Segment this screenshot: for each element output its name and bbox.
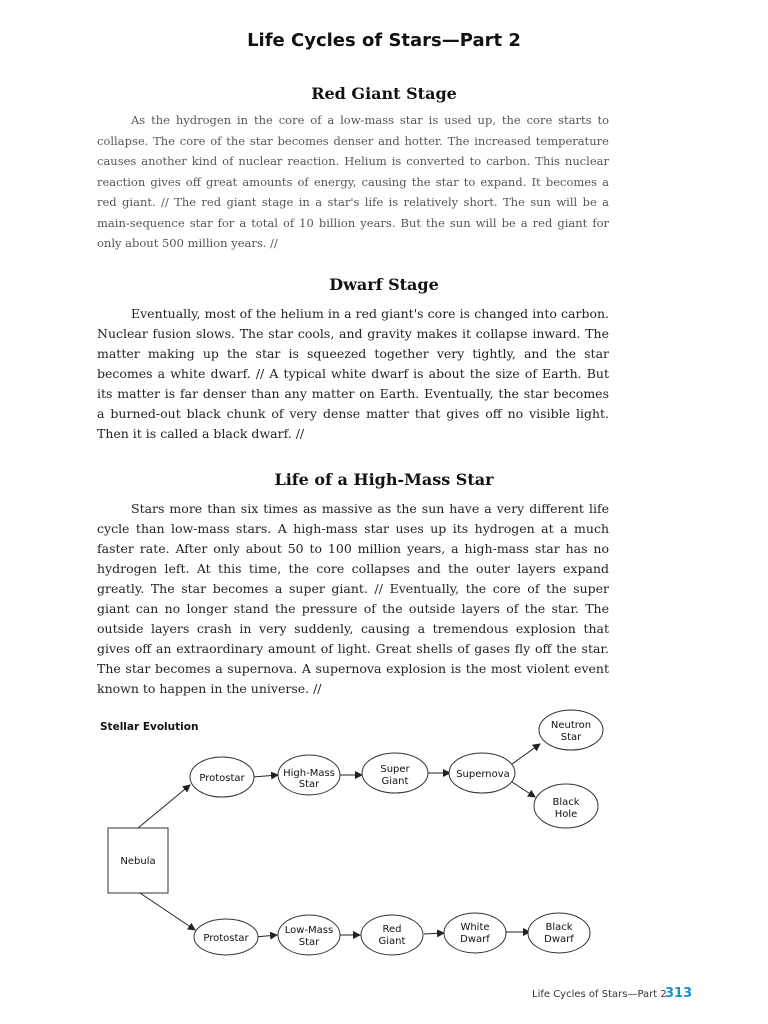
- arrow-protostar-to-high-mass-star: [253, 775, 278, 777]
- label-protostar-high: Protostar: [199, 773, 245, 784]
- label-red-giant-line2: Giant: [378, 936, 406, 947]
- arrow-red-giant-to-white-dwarf: [424, 933, 444, 934]
- label-high-mass-star-line1: High-Mass: [283, 768, 335, 779]
- label-black-hole-line2: Hole: [554, 809, 578, 820]
- label-red-giant-line1: Red: [382, 924, 402, 935]
- heading-red-giant-stage: Red Giant Stage: [311, 84, 457, 103]
- label-black-dwarf-line2: Dwarf: [544, 934, 574, 945]
- label-black-dwarf-line1: Black: [545, 922, 573, 933]
- label-black-hole-line1: Black: [552, 797, 580, 808]
- label-neutron-star-line1: Neutron: [550, 720, 592, 731]
- label-white-dwarf-line1: White: [460, 922, 490, 933]
- paragraph-red-giant-stage: As the hydrogen in the core of a low-mass star is used up, the core starts to collapse. The core of the star becomes denser and hotter. The increased temperature causes another kind of nuclear reaction. Helium is converted to carbon. This nuclear reaction gives off great amounts of energy, causing the star to expand. It becomes a red giant. // The red giant stage in a star's life is relatively short. The sun will be a main-sequence star for a total of 10 billion years. But the sun will be a red giant for only about 500 million years. //: [97, 113, 609, 250]
- arrow-nebula-to-protostar-low: [140, 893, 195, 930]
- label-supernova: Supernova: [456, 769, 510, 780]
- label-white-dwarf-line2: Dwarf: [460, 934, 490, 945]
- node-white-dwarf: [444, 913, 506, 953]
- label-low-mass-star-line1: Low-Mass: [284, 925, 334, 936]
- page-title: Life Cycles of Stars—Part 2: [247, 30, 521, 51]
- node-black-dwarf: [528, 913, 590, 953]
- label-protostar-low: Protostar: [203, 933, 249, 944]
- label-super-giant-line1: Super: [380, 764, 410, 775]
- diagram-title: Stellar Evolution: [100, 721, 199, 733]
- node-red-giant: [361, 915, 423, 955]
- arrow-supernova-to-black-hole: [512, 782, 535, 797]
- label-neutron-star-line2: Star: [560, 732, 582, 743]
- stellar-evolution-diagram: [0, 700, 768, 970]
- label-super-giant-line2: Giant: [381, 776, 409, 787]
- heading-high-mass-star: Life of a High-Mass Star: [274, 470, 494, 489]
- page-number: 313: [665, 986, 693, 1001]
- label-low-mass-star-line2: Star: [298, 937, 320, 948]
- paragraph-high-mass-star: Stars more than six times as massive as the sun have a very different life cycle than low-mass stars. A high-mass star uses up its hydrogen at a much faster rate. After only about 50 to 100 million years, a high-mass star has no hydrogen left. At this time, the core collapses and the outer layers expand greatly. The star becomes a super giant. // Eventually, the core of the super giant can no longer stand the pressure of the outside layers of the star. The outside layers crash in very suddenly, causing a tremendous explosion that gives off an extraordinary amount of light. Great shells of gases fly off the star. The star becomes a supernova. A supernova explosion is the most violent event known to happen in the universe. //: [97, 501, 609, 696]
- arrow-supernova-to-neutron-star: [512, 744, 540, 764]
- arrow-nebula-to-protostar-high: [138, 785, 190, 828]
- heading-dwarf-stage: Dwarf Stage: [329, 275, 439, 294]
- label-high-mass-star-line2: Star: [298, 779, 320, 790]
- paragraph-dwarf-stage: Eventually, most of the helium in a red giant's core is changed into carbon. Nuclear fusion slows. The star cools, and gravity makes it collapse inward. The matter making up the star is squeezed together very tightly, and the star becomes a white dwarf. // A typical white dwarf is about the size of Earth. But its matter is far denser than any matter on Earth. Eventually, the star becomes a burned-out black chunk of very dense matter that gives off no visible light. Then it is called a black dwarf. //: [97, 306, 609, 441]
- running-footer: Life Cycles of Stars—Part 2: [532, 989, 667, 1000]
- nebula-label: Nebula: [120, 856, 156, 867]
